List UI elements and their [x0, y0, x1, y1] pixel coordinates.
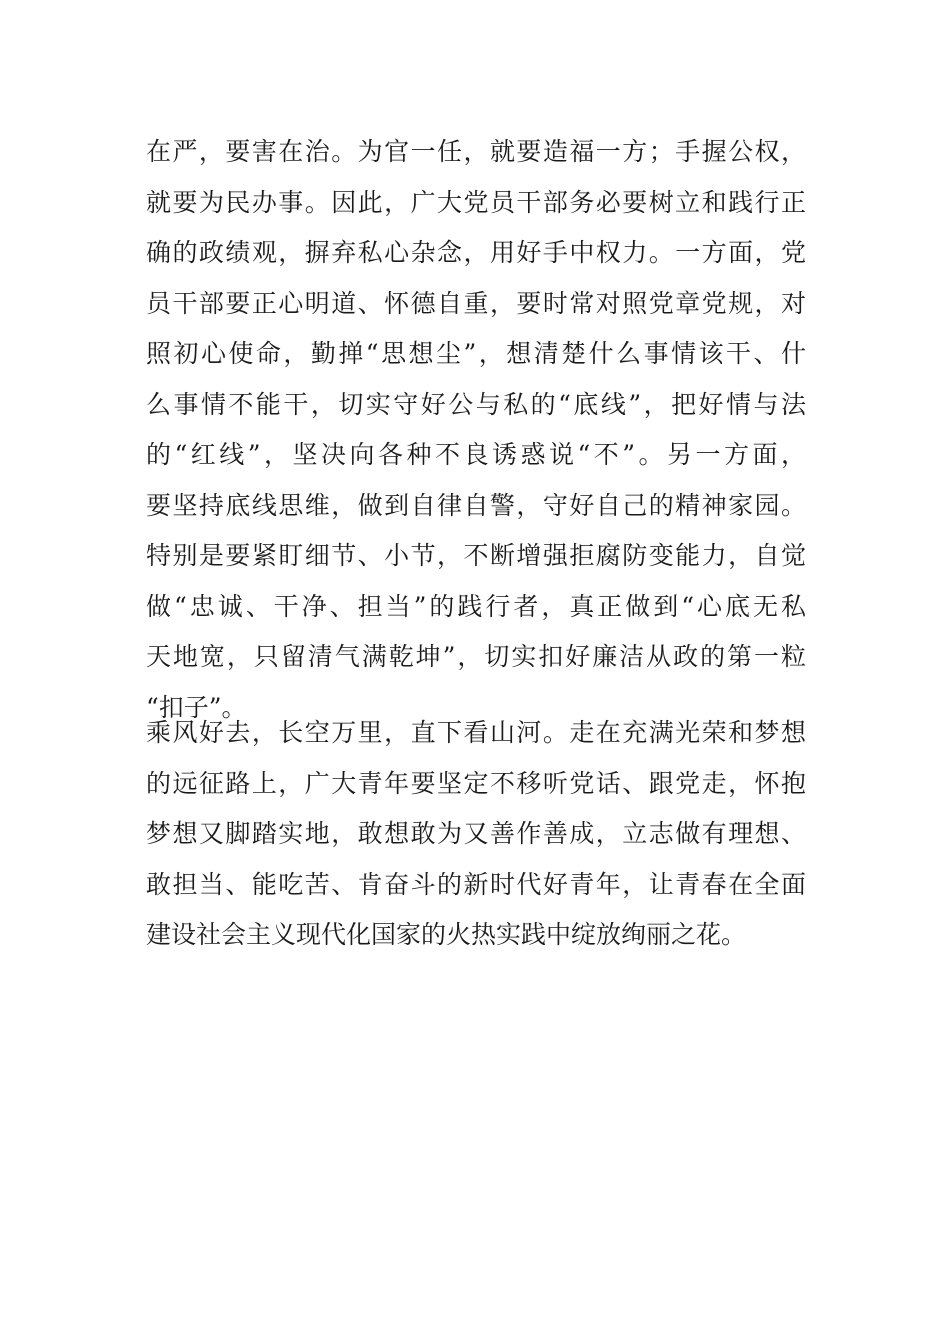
text-line: 在严，要害在治。为官一任，就要造福一方；手握公权， [146, 137, 806, 166]
text-line: 就要为民办事。因此，广大党员干部务必要树立和践行正 [146, 187, 806, 217]
paragraph-integrity [146, 127, 806, 733]
text-line: 要坚持底线思维，做到自律自警，守好自己的精神家园。 [146, 490, 806, 520]
text-line: 确的政绩观，摒弃私心杂念，用好手中权力。一方面，党 [146, 238, 806, 267]
text-line: 乘风好去，长空万里，直下看山河。走在充满光荣和梦想 [146, 718, 806, 747]
text-line: 天地宽，只留清气满乾坤”，切实扣好廉洁从政的第一粒 [146, 642, 806, 671]
text-line: 的远征路上，广大青年要坚定不移听党话、跟党走，怀抱 [146, 768, 806, 798]
text-line: “扣子”。 [146, 692, 247, 722]
text-line: 特别是要紧盯细节、小节，不断增强拒腐防变能力，自觉 [146, 541, 806, 570]
text-line: 敢担当、能吃苦、肯奋斗的新时代好青年，让青春在全面 [146, 869, 806, 899]
text-line: 员干部要正心明道、怀德自重，要时常对照党章党规，对 [146, 288, 806, 318]
text-line: 做“忠诚、干净、担当”的践行者，真正做到“心底无私 [146, 591, 806, 621]
text-line: 的“红线”，坚决向各种不良诱惑说“不”。另一方面， [146, 440, 806, 469]
text-line: 建设社会主义现代化国家的火热实践中绽放绚丽之花。 [146, 920, 747, 949]
paragraph-youth [146, 708, 806, 961]
text-line: 么事情不能干，切实守好公与私的“底线”，把好情与法 [146, 389, 806, 419]
text-line: 梦想又脚踏实地，敢想敢为又善作善成，立志做有理想、 [146, 819, 806, 848]
text-line: 照初心使命，勤掸“思想尘”，想清楚什么事情该干、什 [146, 339, 806, 368]
